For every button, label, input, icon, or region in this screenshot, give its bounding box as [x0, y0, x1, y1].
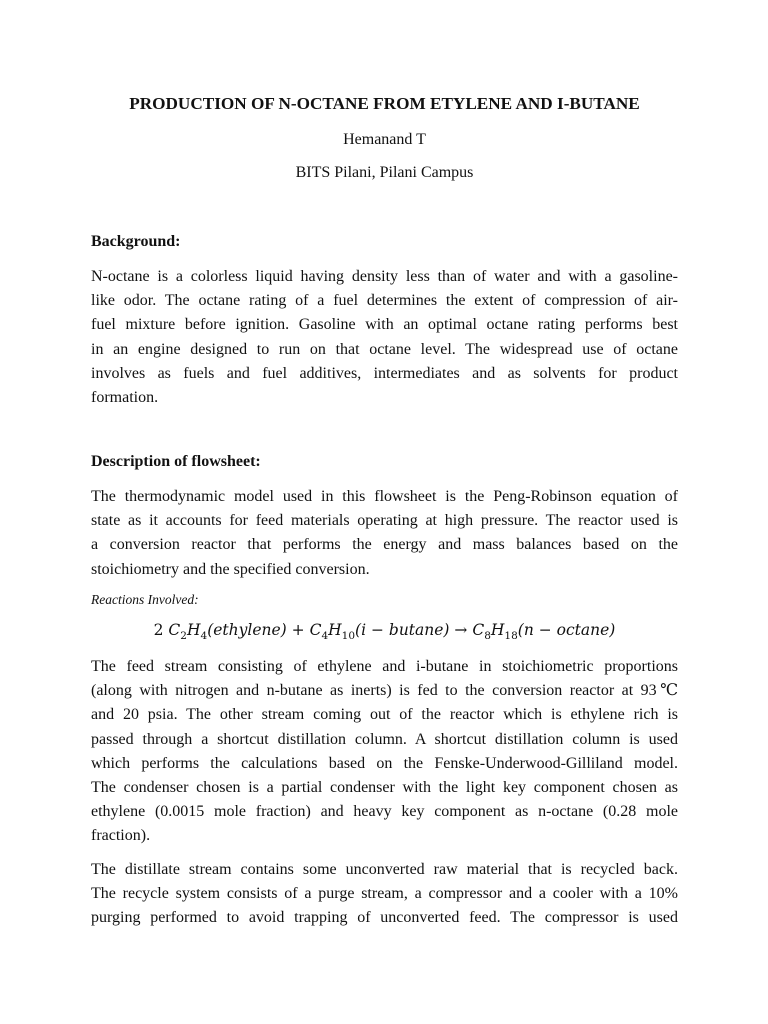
paragraph-line: The thermodynamic model used in this flowsheet is the Peng-Robinson equation of: [91, 488, 678, 505]
paragraph-line: state as it accounts for feed materials operating at high pressure. The reactor used is: [91, 512, 678, 530]
equation-term: H: [490, 621, 505, 639]
equation-subscript: 18: [504, 630, 518, 643]
equation-term: C: [472, 621, 485, 639]
equation-subscript: 10: [341, 630, 356, 643]
document-author: Hemanand T: [343, 131, 426, 148]
paragraph-line: in an engine designed to run on that octane level. The widespread use of octane: [91, 340, 678, 358]
paragraph-line: (along with nitrogen and n-butane as inerts) is fed to the conversion reactor at 93℃: [91, 682, 678, 700]
equation-term: (n − octane): [517, 621, 616, 639]
reaction-equation: [91, 621, 678, 642]
equation-term: C: [309, 621, 322, 639]
equation-term: (ethylene): [207, 621, 287, 639]
document-title: PRODUCTION OF N-OCTANE FROM ETYLENE AND I-BUTANE: [129, 94, 640, 113]
equation-subscript: 8: [484, 630, 491, 643]
equation-subscript: 2: [180, 630, 187, 643]
paragraph-line: and 20 psia. The other stream coming out of the reactor which is ethylene rich is: [91, 706, 678, 724]
document-affiliation: BITS Pilani, Pilani Campus: [295, 164, 474, 181]
paragraph-line: The condenser chosen is a partial condenser with the light key component chosen as: [91, 778, 678, 796]
paragraph-line: purging performed to avoid trapping of unconverted feed. The compressor is used: [91, 909, 678, 927]
equation-operator: +: [286, 621, 310, 639]
flowsheet-heading: Description of flowsheet:: [91, 453, 261, 470]
paragraph-line: which performs the calculations based on the Fenske-Underwood-Gilliland model.: [91, 754, 678, 772]
paragraph-line: N-octane is a colorless liquid having density less than of water and with a gasoline-: [91, 268, 678, 285]
paragraph-line: formation.: [91, 388, 159, 406]
paragraph-line: ethylene (0.0015 mole fraction) and heavy key component as n-octane (0.28 mole: [91, 803, 678, 821]
equation-term: H: [186, 621, 201, 639]
paragraph-line: like odor. The octane rating of a fuel determines the extent of compression of air-: [91, 292, 678, 310]
paragraph-line: passed through a shortcut distillation column. A shortcut distillation column is used: [91, 730, 678, 748]
equation-term: H: [328, 621, 342, 639]
paragraph-line: The distillate stream contains some unconverted raw material that is recycled back.: [91, 861, 678, 878]
flowsheet-feed-paragraph: [91, 655, 678, 849]
equation-coefficient: 2: [153, 621, 169, 639]
paragraph-line: The feed stream consisting of ethylene and i-butane in stoichiometric proportions: [91, 658, 678, 675]
equation-subscript: 4: [321, 630, 329, 643]
paragraph-line: The recycle system consists of a purge stream, a compressor and a cooler with a 10%: [91, 885, 678, 903]
reactions-caption: Reactions Involved:: [91, 592, 199, 607]
paragraph-line: involves as fuels and fuel additives, intermediates and as solvents for product: [91, 364, 678, 382]
equation-term: (i − butane): [355, 621, 450, 639]
equation-arrow: →: [449, 621, 473, 639]
paragraph-line: a conversion reactor that performs the energy and mass balances based on the: [91, 536, 678, 554]
flowsheet-distillate-paragraph: [91, 858, 678, 931]
background-heading: Background:: [91, 233, 181, 250]
background-paragraph: [91, 265, 678, 410]
equation-term: C: [168, 621, 181, 639]
flowsheet-intro-paragraph: [91, 485, 678, 582]
paragraph-line: stoichiometry and the specified conversion.: [91, 560, 370, 578]
paragraph-line: fraction).: [91, 827, 151, 845]
paragraph-line: fuel mixture before ignition. Gasoline with an optimal octane rating performs best: [91, 316, 678, 334]
equation-subscript: 4: [200, 630, 208, 643]
